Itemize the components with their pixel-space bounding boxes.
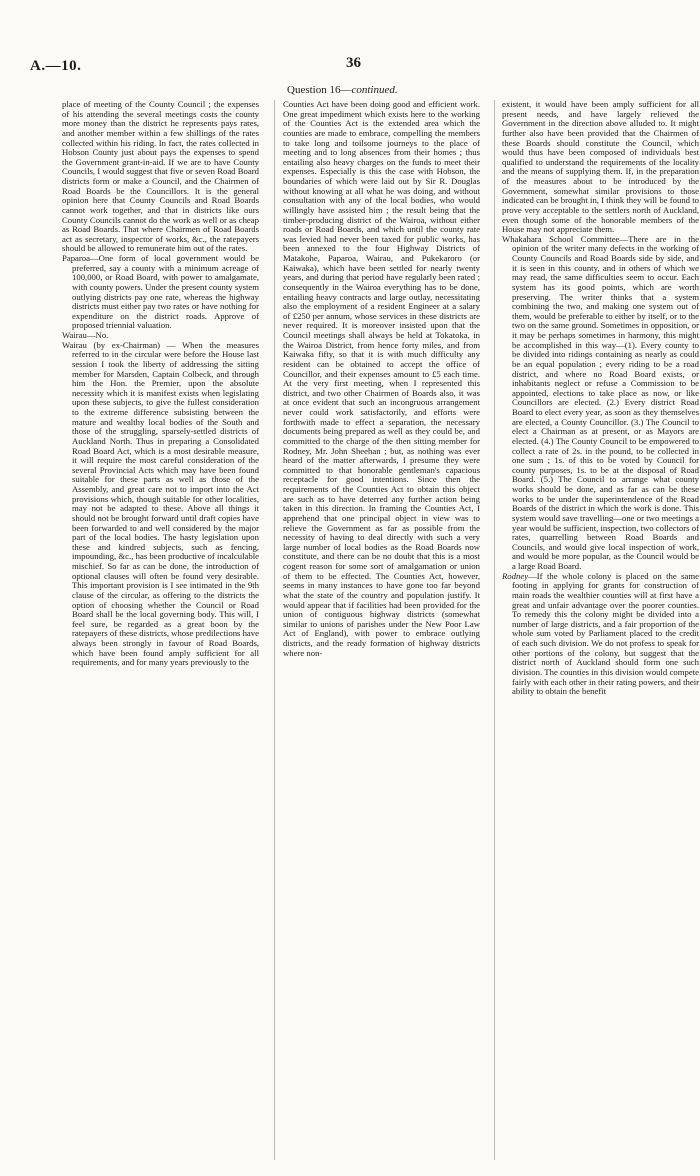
- text-column-1: [62, 100, 259, 668]
- paragraph-text: —If the whole colony is placed on the same footing in applying for grants for construction of main roads the wealthier counties will at first have a great and unfair advantage over the poorer counties. To remedy this the colony might be divided into a number of large districts, and a fair proportion of the whole sum voted by Parliament placed to the credit of each such division. We do not profess to speak for other portions of the colony, but suggest that the district north of Auckland should form one such division. The counties in this division would compete fairly with each other in their rating powers, and their ability to obtain the benefit: [512, 570, 699, 697]
- text-column-3: [502, 100, 699, 697]
- paragraph: [62, 100, 259, 254]
- paragraph: [502, 235, 699, 572]
- page-number: 36: [346, 55, 361, 71]
- paragraph-lead: Rodney: [502, 570, 529, 581]
- paragraph-text: Wairau—No.: [62, 330, 109, 340]
- paragraph-text: existent, it would have been amply sufficient for all present needs, and have largely relieved the Government in the direction above alluded to. It might further also have been provided that the Chairmen of these Boards should constitute the Council, which would thus have been composed of individuals best qualified to understand the requirements of the locality and the means of supplying them. If, in the preparation of the measures about to be introduced by the Government, somewhat similar provisions to those indicated can be brought in, I think they will be found to prove very acceptable to the settlers north of Auckland, even though some of the honorable members of the House may not appreciate them.: [502, 99, 699, 235]
- paragraph-text: Paparoa—One form of local government would be preferred, say a county with a minimum acreage of 100,000, or Road Board, with power to amalgamate, with county powers. Under the present county system outlying districts pay one rate, whereas the highway districts must either pay two rates or have nothing for expenditure on the district roads. Approve of proposed triennial valuation.: [62, 253, 259, 331]
- question-heading: [287, 84, 398, 96]
- column-divider: [494, 100, 495, 1160]
- column-divider: [274, 100, 275, 1160]
- paragraph-text: place of meeting of the County Council ; the expenses of his attending the several meetings costs the county more money than the district he represents pays rates, and another member within a few shillings of the rates collected within his riding. In fact, the rates collected in Hobson County just about pays the expenses to spend the Government grant-in-aid. If we are to have County Councils, I would suggest that five or seven Road Board districts form or make a Council, and the Chairmen of Road Boards be the Councillors. It is the general opinion here that County Councils and Road Boards cannot work together, and that in districts like ours County Councils cannot do the work as well or as cheap as Road Boards. That where Chairmen of Road Boards act as secretary, inspector of works, &c., the ratepayers should be allowed to remunerate him out of the rates.: [62, 99, 259, 254]
- document-reference: A.—10.: [30, 58, 82, 74]
- paragraph: [62, 341, 259, 668]
- paragraph-text: Wairau (by ex-Chairman) — When the measures referred to in the circular were before the House last session I took the liberty of addressing the sitting member for Marsden, Captain Colbeck, and through him the Hon. the Premier, upon the absolute necessity which it is manifest exists when legislating upon these subjects, to give the fullest consideration to the extreme difference subsisting between the mature and wealthy local bodies of the South and those of the struggling, sparsely-settled districts of Auckland North. Thus in preparing a Consolidated Road Board Act, which is a most desirable measure, it will require the most careful consideration of the several Provincial Acts which may have been found suitable for these parts as well as those of the Assembly, and great care not to import into the Act provisions which, though suitable for other localities, may not be adapted to these. Above all things it should not be brought forward until draft copies have been forwarded to and well considered by the major part of the local bodies. The hasty legislation upon these and kindred subjects, such as fencing, impounding, &c., has been productive of incalculable mischief. So far as can be done, the introduction of optional clauses will often be found very desirable. This important provision is I see intimated in the 9th clause of the circular, as offering to the districts the option of choosing whether the Council or Road Board shall be the local governing body. This will, I feel sure, be regarded as a great boon by the ratepayers of these districts, whose predilections have always been strongly in favour of Road Boards, which have been found amply sufficient for all requirements, and for many years previously to the: [62, 339, 259, 668]
- page-header: [0, 0, 700, 96]
- paragraph-text: Whakahara School Committee—There are in the opinion of the writer many defects in the working of County Councils and Road Boards side by side, and it is seen in this county, and in others of which we may read, the same difficulties seem to occur. Each system has its good points, which are worth preserving. The writer thinks that a system combining the two, and making one system out of them, would be preferable to either by itself, or to the two on the same ground. Sometimes in opposition, or it may be perhaps sometimes in harmony, this might be accomplished in this way—(1). Every county to be divided into ridings containing as nearly as could be an equal population ; every riding to be a road district, and where no Road Board exists, or inhabitants neglect or refuse a Commission to be appointed, elections to take place as now, or like Councillors are elected. (2.) Every district Road Board to elect every year, as soon as they themselves are elected, a County Councillor. (3.) The Council to elect a Chairman as at present, or as Mayors are elected. (4.) The County Council to be empowered to collect a rate of 2s. in the pound, to be collected in one sum ; 1s. of this to be voted by Council for county purposes, 1s. to be at the disposal of Road Board. (5.) The Council to arrange what county works should be done, and as far as can be these works to be under the superintendence of the Road Boards of the district in which the work is done. This system would save travelling—one or two meetings a year would be sufficient, inspection, two collectors of rates, quarrelling between Road Boards and Councils, and would give local inspection of work, and would be more popular, as the Council would be a large Road Board.: [502, 233, 699, 571]
- text-column-2: [283, 100, 480, 658]
- paragraph: [502, 100, 699, 235]
- paragraph-text: Counties Act have been doing good and efficient work. One great impediment which exists here to the working of the Counties Act is the extended area which the counties are made to embrace, compelling the members to take long and toilsome journeys to the place of meeting and to long absences from their homes ; thus entailing also heavy charges on the funds to meet their expenses. Especially is this the case with Hobson, the boundaries of which were laid out by Sir R. Douglas without knowing at all what he was doing, and without consultation with any of the local bodies, who would willingly have assisted him ; the result being that the timber-producing district of the Wairoa, without either roads or Road Boards, and which until the county rate was levied had never been taxed for public works, has been annexed to the four Highway Districts of Matakohe, Paparoa, Wairau, and Pukekaroro (or Kaiwaka), which have been settled for nearly twenty years, and during that period have regularly been rated ; consequently in the Wairoa everything has to be done, entailing heavy contracts and large outlay, necessitating also the employment of a resident Engineer at a salary of £250 per annum, whose services in these districts are never required. It is moreover insisted upon that the Council meetings shall always be held at Tokatoka, in the Wairoa District, from hence forty miles, and from Kaiwaka fifty, so that it is with much difficulty any resident can be obtained to accept the office of Councillor, and their expenses amount to £5 each time. At the very first meeting, when I represented this district, and two other Chairmen of Boards also, it was at once evident that such an incongruous arrangement never could work satisfactorily, and efforts were forthwith made to effect a separation, the necessary documents being prepared as well as they could be, and committed to the charge of the then sitting member for Rodney, Mr. John Sheehan ; but, as nothing was ever heard of the matter afterwards, I presume they were committed to that honorable gentleman's capacious receptacle for good intentions. Since then the requirements of the Counties Act to obtain this object are such as to have deterred any further action being taken in this direction. In framing the Counties Act, I apprehend that one principal object in view was to relieve the Government as far as possible from the necessity of having to deal directly with such a very large number of local bodies as the Road Boards now constitute, and there can be no doubt that this is a most cogent reason for some sort of amalgamation or union of them to be effected. The Counties Act, however, seems in many instances to have gone too far beyond what the state of the country and population justify. It would appear that if facilities had been provided for the union of contiguous highway districts (somewhat similar to unions of parishes under the New Poor Law Act of England), with power to embrace outlying districts, and the ready formation of highway districts where non-: [283, 99, 480, 658]
- paragraph: [62, 254, 259, 331]
- paragraph: [283, 100, 480, 658]
- paragraph: [502, 572, 699, 697]
- question-label: Question 16—: [287, 84, 352, 96]
- continued-label: continued.: [351, 84, 398, 96]
